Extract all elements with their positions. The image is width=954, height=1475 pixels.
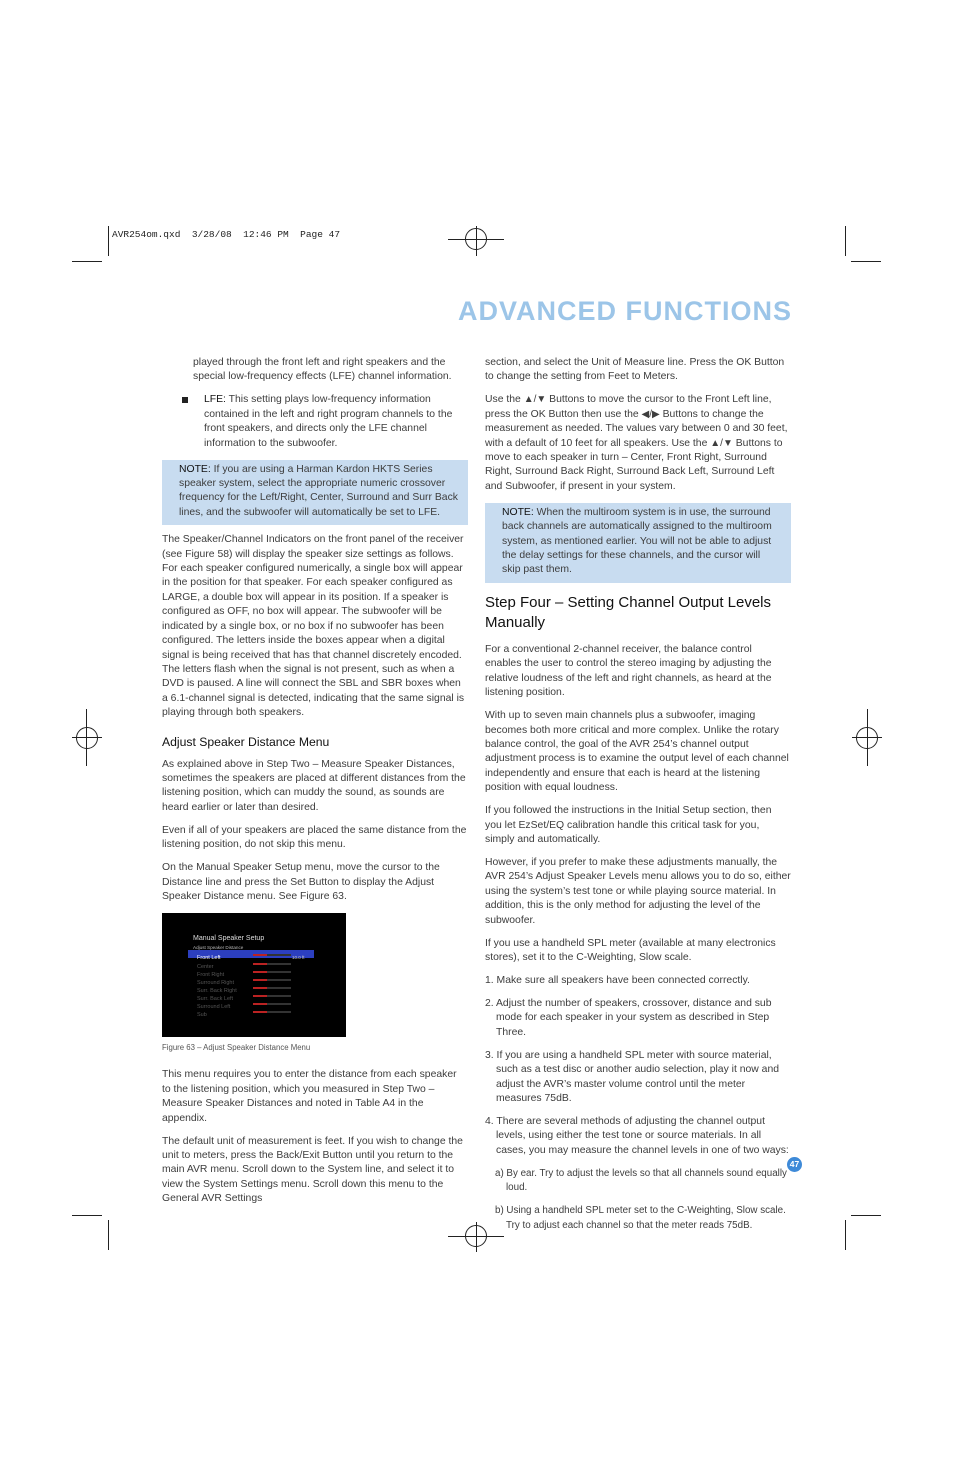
bullet-text: This setting plays low-frequency information contained in the left and right program channels to the front speakers, and directs only the LFE channel information to the subwoofer.: [204, 394, 453, 449]
registration-mark: [465, 1225, 487, 1247]
menu-row: Surr. Back Left: [197, 995, 234, 1002]
note-box: [162, 460, 468, 526]
list-item: 1. Make sure all speakers have been connected correctly.: [485, 974, 750, 986]
menu-value: 10.0 ft: [292, 954, 305, 960]
list-item: b) Using a handheld SPL meter set to the C-Weighting, Slow scale. Try to adjust each channel so that the meter reads 75dB.: [495, 1205, 786, 1231]
paragraph: played through the front left and right speakers and the special low-frequency effects (LFE) channel information.: [193, 357, 452, 383]
crop-mark: [851, 261, 881, 262]
section-heading: Adjust Speaker Distance Menu: [162, 734, 330, 749]
level-meter: [253, 1011, 291, 1013]
paragraph: For a conventional 2-channel receiver, the balance control enables the user to control the stereo imaging by adjusting the relative loudness of the left and right channels, as heard at the listening position.: [485, 643, 772, 699]
lettered-list: [485, 1167, 791, 1233]
paragraph: The default unit of measurement is feet. If you wish to change the unit to meters, press the Back/Exit Button until you return to the main AVR menu. Scroll down to the System line, and select it to view the System Settings menu. Scroll down this menu to the General AVR Settings: [162, 1135, 463, 1205]
paragraph: However, if you prefer to make these adjustments manually, the AVR 254’s Adjust Speaker Levels menu allows you to do so, either using the system’s test tone or while playing source material. In addition, this is the only method for adjusting the level of the subwoofer.: [485, 856, 791, 926]
list-item: a) By ear. Try to adjust the levels so that all channels sound equally loud.: [495, 1167, 787, 1194]
crop-mark: [851, 1215, 881, 1216]
menu-subheader: Adjust Speaker Distance: [193, 944, 244, 950]
level-meter: [253, 987, 291, 989]
up-down-arrows-icon: ▲/▼: [523, 394, 547, 406]
registration-mark: [856, 727, 878, 749]
crop-mark: [72, 261, 102, 262]
bullet-square-icon: [182, 397, 188, 403]
up-down-arrows-icon: ▲/▼: [710, 437, 733, 449]
paragraph: [485, 393, 791, 494]
text: Buttons to move to each speaker in turn – Center, Front Right, Surround Right, Surround Back Right, Surround Back Left, Surround Left and Subwoofer, if present in your system.: [485, 437, 783, 492]
menu-row: Surr. Back Right: [197, 987, 237, 994]
level-meter: [253, 979, 291, 981]
registration-mark: [76, 727, 98, 749]
left-right-arrows-icon: ◀/▶: [641, 408, 660, 420]
crop-mark: [845, 226, 846, 256]
registration-mark: [465, 228, 487, 250]
level-meter: [253, 954, 291, 956]
crop-mark: [845, 1220, 846, 1250]
page-title: ADVANCED FUNCTIONS: [458, 296, 792, 326]
left-column: [162, 356, 468, 1215]
menu-row: Surround Left: [197, 1003, 231, 1010]
level-meter: [253, 1003, 291, 1005]
paragraph: This menu requires you to enter the distance from each speaker to the listening position, which you measured in Step Two – Measure Speaker Distances and noted in Table A4 in the appendix.: [162, 1069, 457, 1124]
paragraph: If you use a handheld SPL meter (available at many electronics stores), set it to the C-Weighting, Slow scale.: [485, 937, 776, 963]
list-item: 2. Adjust the number of speakers, crossover, distance and sub mode for each speaker in your system as described in Step Three.: [485, 997, 772, 1038]
figure-caption: Figure 63 – Adjust Speaker Distance Menu: [162, 1042, 311, 1052]
menu-screenshot: [162, 913, 346, 1037]
file-slug: AVR254om.qxd 3/28/08 12:46 PM Page 47: [112, 229, 341, 240]
paragraph: Even if all of your speakers are placed the same distance from the listening position, do not skip this menu.: [162, 824, 467, 851]
numbered-list: [485, 974, 791, 1158]
menu-row: Surround Right: [197, 979, 234, 986]
level-meter: [253, 995, 291, 997]
menu-header: Manual Speaker Setup: [193, 934, 265, 942]
lfe-bullet: [193, 393, 468, 451]
list-item: 3. If you are using a handheld SPL meter with source material, such as a test disc or another audio selection, play it now and adjust the AVR’s master volume control until the meter measures 75dB.: [485, 1049, 780, 1104]
level-meter: [253, 963, 291, 965]
menu-row: Front Left: [197, 954, 221, 961]
right-column: [485, 356, 791, 1242]
text: Buttons to move the cursor to the Front Left line, press the OK Button then use the: [485, 394, 772, 420]
level-meter: [253, 971, 291, 973]
menu-row: Front Right: [197, 971, 225, 978]
crop-mark: [108, 1220, 109, 1250]
menu-row: Sub: [197, 1011, 207, 1018]
note-box: [485, 503, 791, 583]
section-heading: Step Four – Setting Channel Output Levels Manually: [485, 593, 772, 631]
note-label: NOTE:: [502, 506, 534, 518]
note-label: NOTE:: [179, 463, 211, 475]
crop-mark: [108, 226, 109, 256]
paragraph: If you followed the instructions in the Initial Setup section, then you let EzSet/EQ calibration handle this critical task for you, simply and automatically.: [485, 805, 772, 845]
bullet-label: LFE:: [204, 394, 226, 406]
paragraph: On the Manual Speaker Setup menu, move the cursor to the Distance line and press the Set Button to display the Adjust Speaker Distance menu. See Figure 63.: [162, 862, 440, 902]
page-number: 47: [787, 1157, 802, 1172]
menu-row: Center: [197, 963, 214, 970]
paragraph: With up to seven main channels plus a subwoofer, imaging becomes both more critical and more complex. Unlike the rotary balance control, the goal of the AVR 254’s channel output adjustment process is to examine the output level of each channel independently and ensure that each is heard at the listening position with equal loudness.: [485, 710, 789, 794]
paragraph: The Speaker/Channel Indicators on the front panel of the receiver (see Figure 58) will display the speaker size settings as follows. For each speaker configured numerically, a single box will appear in the position for that speaker. For each speaker configured as LARGE, a double box will appear in its position. If a speaker is configured as OFF, no box will appear. The subwoofer will be indicated by a single box, or no box if no subwoofer has been configured. The letters inside the boxes appear when a digital signal is being received that has that channel discretely encoded. The letters flash when the signal is not present, such as when a DVD is paused. A line will connect the SBL and SBR boxes when a 6.1-channel signal is detected, indicating that the same signal is playing through both speakers.: [162, 534, 465, 719]
list-item: 4. There are several methods of adjusting the channel output levels, using either the test tone or source materials. In all cases, you may measure the channel levels in one of two ways:: [485, 1116, 789, 1156]
text: Use the: [485, 394, 524, 406]
crop-mark: [72, 1215, 102, 1216]
note-text: When the multiroom system is in use, the surround back channels are automatically assigned to the multiroom system, as mentioned earlier. You will not be able to adjust the delay settings for these channels, and the cursor will skip past them.: [502, 506, 772, 576]
note-text: If you are using a Harman Kardon HKTS Series speaker system, select the appropriate numeric crossover frequency for the Left/Right, Center, Surround and Surr Back lines, and the subwoofer will automatically be set to LFE.: [179, 463, 458, 518]
paragraph: As explained above in Step Two – Measure Speaker Distances, sometimes the speakers are placed at different distances from the listening position, which can muddy the sound, as sounds are heard earlier or later than desired.: [162, 758, 466, 813]
paragraph: section, and select the Unit of Measure line. Press the OK Button to change the setting from Feet to Meters.: [485, 357, 785, 383]
text: Buttons to change the measurement as needed. The values vary between 0 and 30 feet, with a default of 10 feet for all speakers. Use the: [485, 408, 788, 449]
